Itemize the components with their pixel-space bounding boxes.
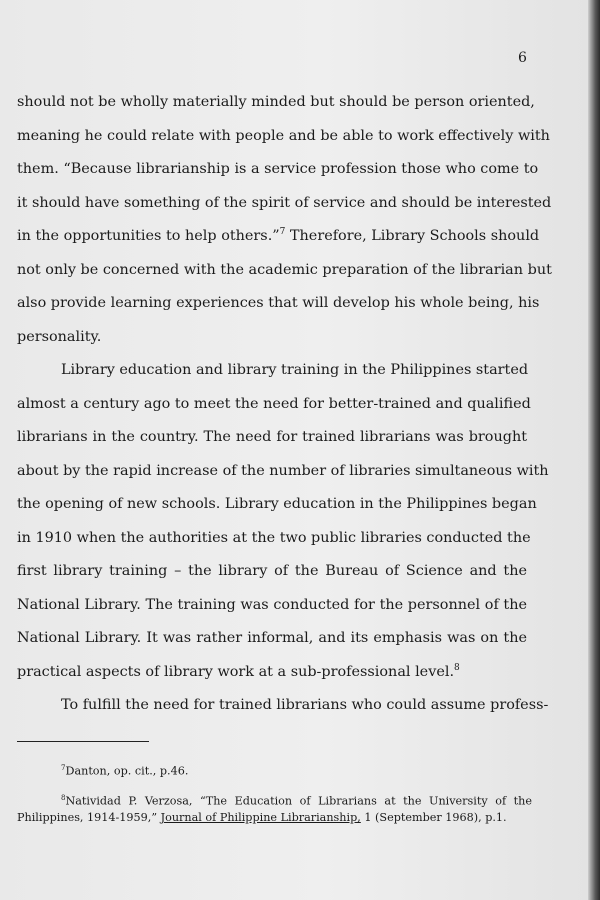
footnote-reference: 8 bbox=[454, 662, 460, 673]
text-line: should not be wholly materially minded but should be person oriented, bbox=[17, 94, 535, 110]
text-line: it should have something of the spirit of service and should be interested bbox=[17, 194, 552, 211]
journal-title: Journal of Philippine Librarianship, bbox=[160, 811, 361, 825]
text-line: almost a century ago to meet the need for better-trained and qualified bbox=[17, 395, 531, 412]
text-line: librarians in the country. The need for trained librarians was brought bbox=[17, 429, 527, 445]
text-line: in 1910 when the authorities at the two public libraries conducted the bbox=[17, 529, 531, 546]
footnote-marker: 7 bbox=[61, 764, 66, 772]
text-line bbox=[17, 220, 540, 254]
footnote-text: Danton, op. cit., p.46. bbox=[65, 764, 189, 778]
text-line: not only be concerned with the academic preparation of the librarian but bbox=[17, 261, 552, 278]
text-line: the opening of new schools. Library education in the Philippines began bbox=[17, 496, 537, 512]
footnote-reference: 7 bbox=[279, 227, 286, 238]
paragraph-1 bbox=[17, 86, 552, 354]
footnote-text: 1 (September 1968), p.1. bbox=[360, 811, 507, 825]
text-line: about by the rapid increase of the number of libraries simultaneous with bbox=[17, 462, 549, 479]
paragraph-3 bbox=[17, 689, 549, 723]
footnote-text: Philippines, 1914-1959,” bbox=[17, 811, 158, 825]
text-fragment: Therefore, Library Schools should bbox=[285, 228, 540, 244]
footnote-8 bbox=[17, 790, 532, 810]
text-line bbox=[17, 656, 527, 690]
paragraph-2 bbox=[17, 354, 549, 689]
text-line: first library training – the library of the Bureau of Science and the bbox=[17, 563, 527, 579]
body-text bbox=[17, 86, 552, 723]
text-line: personality. bbox=[17, 328, 102, 345]
text-line: Library education and library training in the Philippines started bbox=[61, 362, 529, 378]
text-line: meaning he could relate with people and be able to work effectively with bbox=[17, 127, 550, 144]
footnotes bbox=[17, 760, 532, 826]
text-line: National Library. The training was conducted for the personnel of the bbox=[17, 596, 527, 613]
text-line: them. “Because librarianship is a service profession those who come to bbox=[17, 161, 539, 177]
text-fragment: practical aspects of library work at a sub-professional level. bbox=[17, 663, 455, 680]
text-line: also provide learning experiences that will develop his whole being, his bbox=[17, 295, 540, 311]
footnote-marker: 8 bbox=[61, 793, 66, 802]
page-edge-shadow bbox=[588, 0, 600, 900]
footnote-text: Natividad P. Verzosa, “The Education of Librarians at the University of the bbox=[65, 794, 532, 808]
text-fragment: in the opportunities to help others.” bbox=[17, 228, 280, 244]
text-line: To fulfill the need for trained librarians who could assume profess- bbox=[61, 697, 549, 713]
page-number: 6 bbox=[518, 50, 527, 66]
footnote-8-continued bbox=[17, 809, 532, 826]
footnote-separator bbox=[17, 741, 149, 742]
footnote-7 bbox=[17, 760, 532, 780]
text-line: National Library. It was rather informal, and its emphasis was on the bbox=[17, 630, 527, 646]
